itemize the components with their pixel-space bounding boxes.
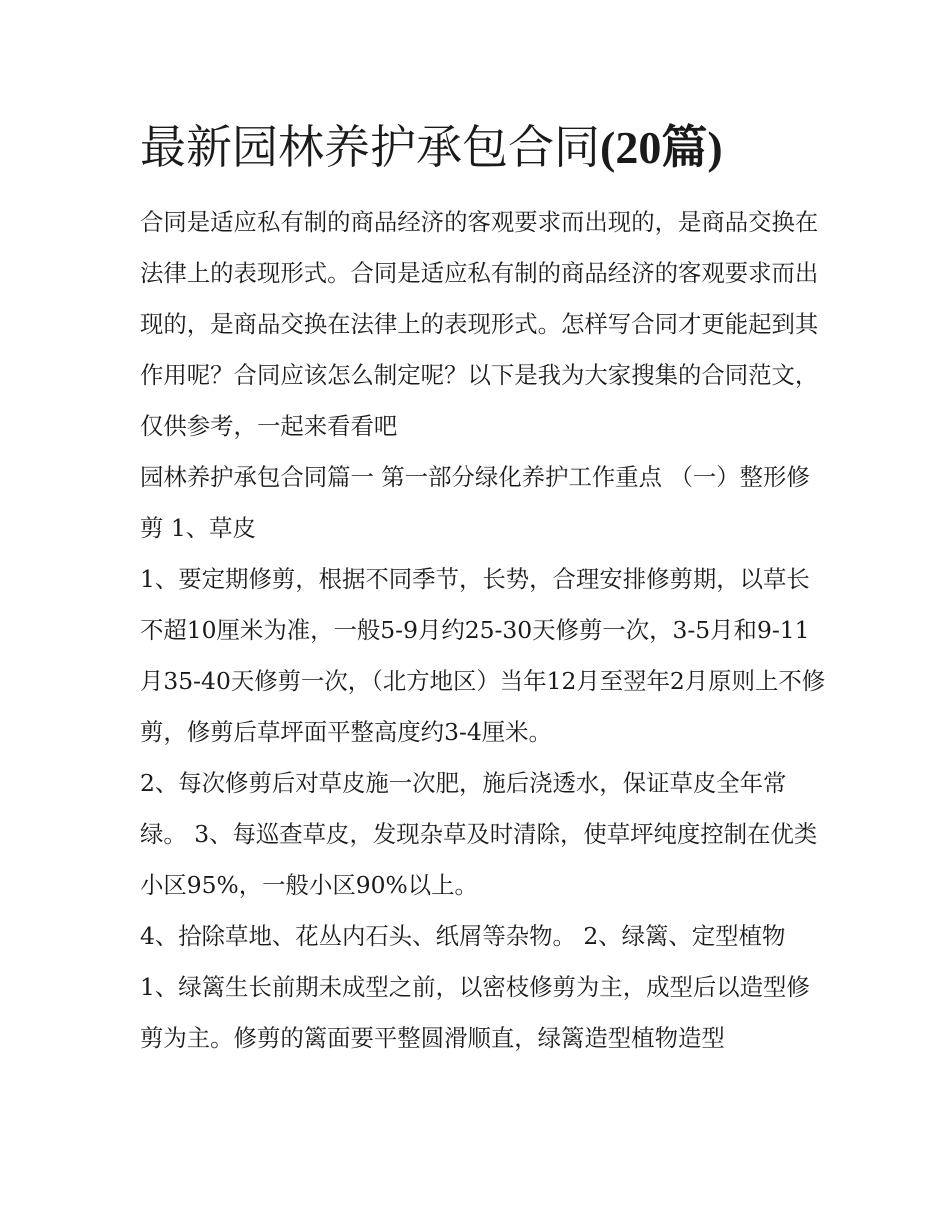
paragraph-intro: 合同是适应私有制的商品经济的客观要求而出现的，是商品交换在法律上的表现形式。合同是适应私有制的商品经济的客观要求而出现的，是商品交换在法律上的表现形式。怎样写合同才更能起到其作用呢？合同应该怎么制定呢？以下是我为大家搜集的合同范文，仅供参考，一起来看看吧 [140,208,819,440]
title-main: 最新园林养护承包合同 [140,120,600,174]
paragraph-fertilizing: 2、每次修剪后对草皮施一次肥，施后浇透水，保证草皮全年常绿。 3、每巡查草皮，发现杂草及时清除，使草坪纯度控制在优类小区95%，一般小区90%以上。 [140,769,818,899]
title-count: (20篇) [600,122,723,173]
paragraph-hedge: 1、绿篱生长前期未成型之前，以密枝修剪为主，成型后以造型修剪为主。修剪的篱面要平整圆滑顺直，绿篱造型植物造型 [140,973,810,1052]
paragraph-debris: 4、拾除草地、花丛内石头、纸屑等杂物。 2、绿篱、定型植物 [140,922,786,950]
document-body [140,112,830,1064]
document-title [140,112,830,183]
paragraph-mowing: 1、要定期修剪，根据不同季节，长势，合理安排修剪期，以草长不超10厘米为准，一般5-9月约25-30天修剪一次，3-5月和9-11月35-40天修剪一次，（北方地区）当年12月至翌年2月原则上不修剪，修剪后草坪面平整高度约3-4厘米。 [140,565,826,746]
paragraph-section-heading: 园林养护承包合同篇一 第一部分绿化养护工作重点 （一）整形修剪 1、草皮 [140,463,810,542]
